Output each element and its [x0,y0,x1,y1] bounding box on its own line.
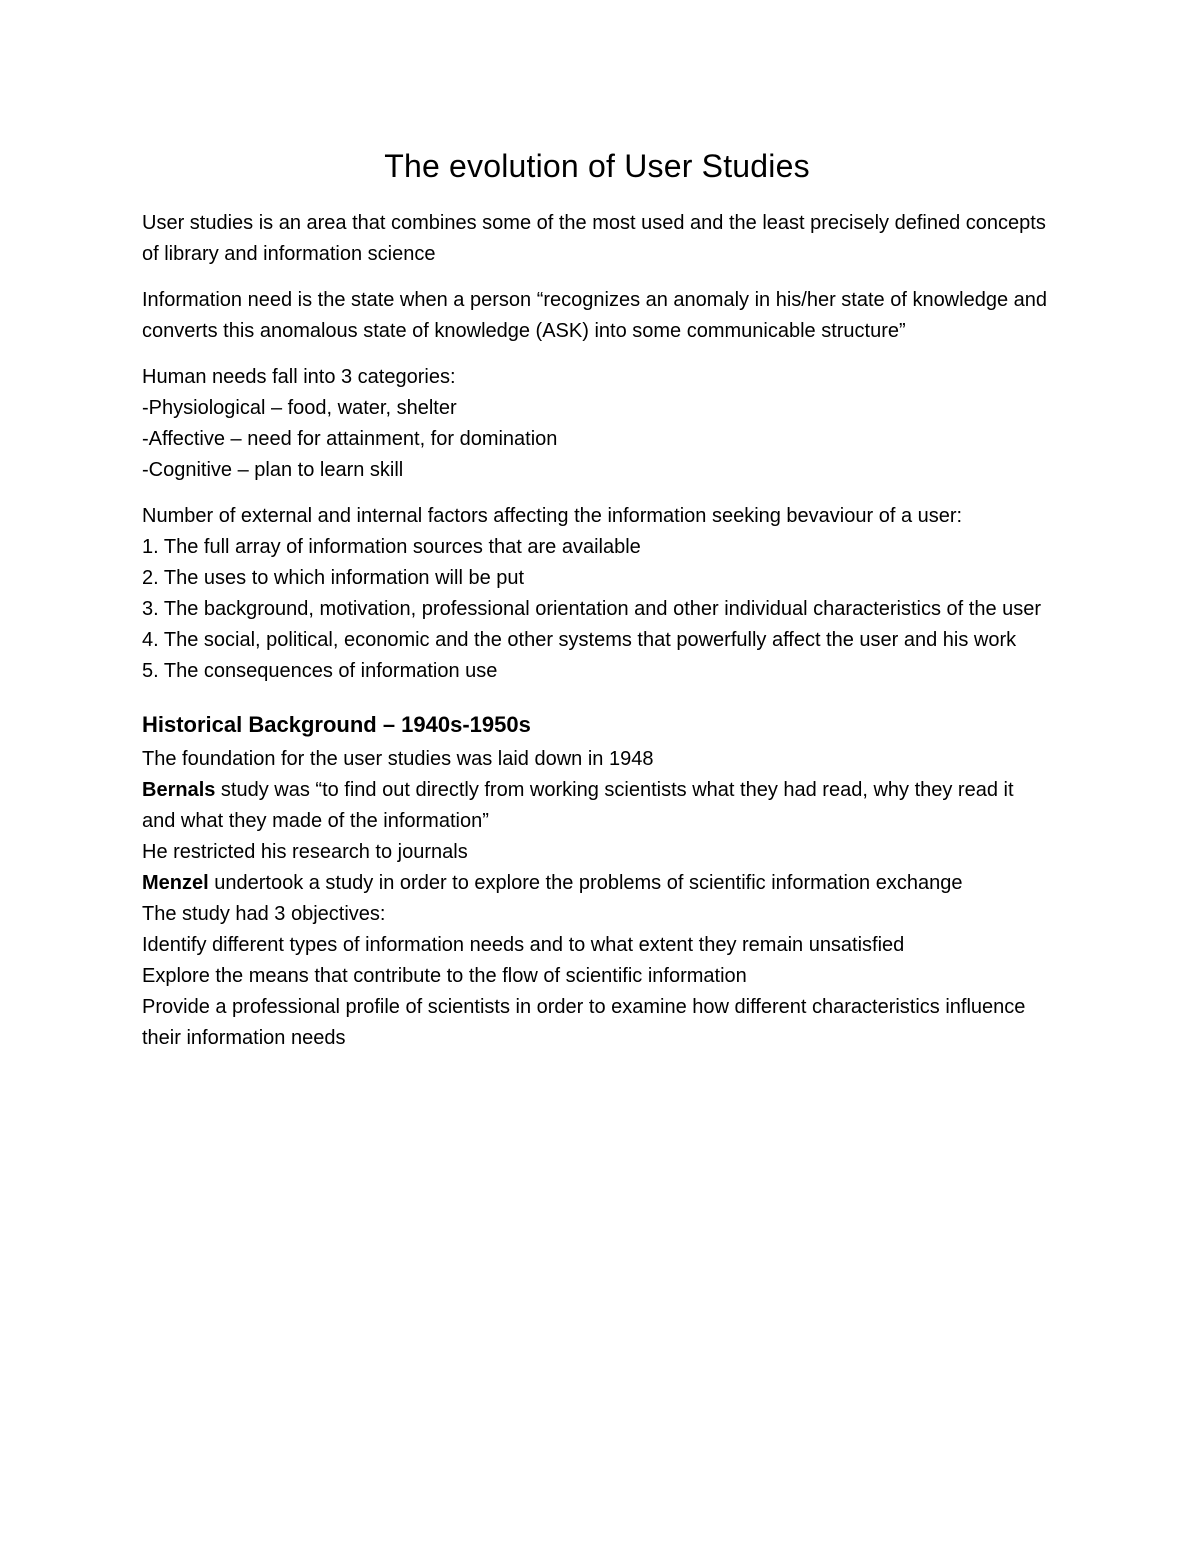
list-item: -Affective – need for attainment, for domination [142,428,558,450]
list-item: -Physiological – food, water, shelter [142,397,457,419]
factors-section [142,501,1052,687]
list-item: 2. The uses to which information will be put [142,567,525,589]
objectives-intro: The study had 3 objectives: [142,903,386,925]
factors-heading: Number of external and internal factors affecting the information seeking bevaviour of a user: [142,505,963,527]
bernals-line [142,775,1052,837]
bernals-text: study was “to find out directly from working scientists what they had read, why they read it and what they made of the information” [142,779,1014,832]
list-item: -Cognitive – plan to learn skill [142,459,404,481]
list-item: 5. The consequences of information use [142,660,498,682]
historical-section [142,744,1052,1054]
document-page [142,146,1052,1054]
menzel-line [142,868,1052,899]
foundation-line: The foundation for the user studies was laid down in 1948 [142,748,654,770]
menzel-name: Menzel [142,872,209,894]
human-needs-section [142,362,1052,486]
list-item: 1. The full array of information sources that are available [142,536,641,558]
menzel-text: undertook a study in order to explore the problems of scientific information exchange [208,872,963,894]
document-title: The evolution of User Studies [384,148,810,184]
list-item: Explore the means that contribute to the flow of scientific information [142,965,747,987]
bernals-name: Bernals [142,779,216,801]
list-item: Identify different types of information needs and to what extent they remain unsatisfied [142,934,905,956]
list-item: Provide a professional profile of scientists in order to examine how different characteristics influence their information needs [142,996,1026,1049]
list-item: 3. The background, motivation, professional orientation and other individual characteristics of the user [142,598,1042,620]
list-item: 4. The social, political, economic and the other systems that powerfully affect the user and his work [142,629,1017,651]
human-needs-heading: Human needs fall into 3 categories: [142,366,456,388]
restricted-line: He restricted his research to journals [142,841,468,863]
intro-paragraph: User studies is an area that combines some of the most used and the least precisely defined concepts of library and information science [142,212,1046,265]
information-need-paragraph: Information need is the state when a person “recognizes an anomaly in his/her state of knowledge and converts this anomalous state of knowledge (ASK) into some communicable structure” [142,289,1047,342]
historical-background-heading: Historical Background – 1940s-1950s [142,712,531,737]
